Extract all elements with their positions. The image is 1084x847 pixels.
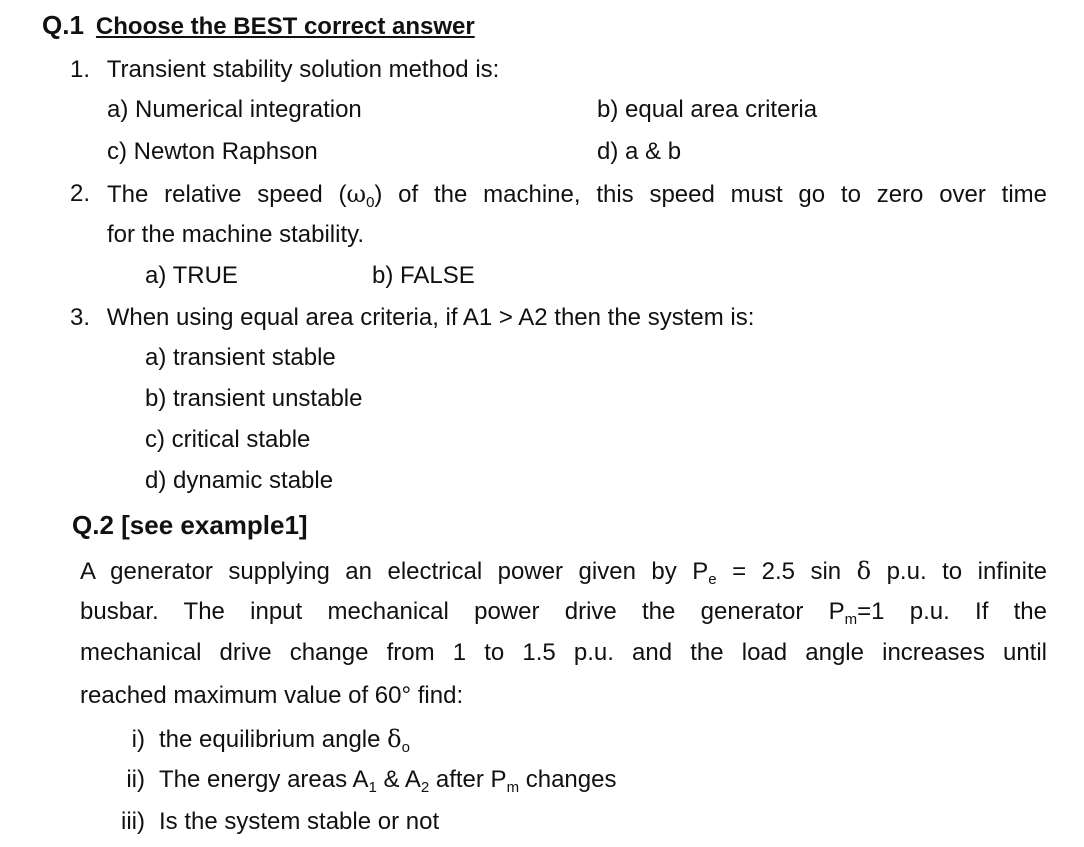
q2-line1-part-b: = 2.5 sin: [716, 558, 857, 585]
question-3-number: 3.: [70, 304, 91, 331]
delta-symbol: δ: [856, 557, 872, 585]
a1-subscript: 1: [368, 779, 377, 796]
q2-line2-part-a: busbar. The input mechanical power drive the generator P: [80, 598, 845, 625]
q2-item-ii-text-d: changes: [519, 766, 617, 793]
q2-item-ii-label: ii): [126, 766, 145, 793]
q2-option-a: a) TRUE: [145, 262, 238, 289]
question-1: [70, 58, 499, 82]
q1-number: Q.1: [42, 10, 84, 40]
q3-option-c: c) critical stable: [145, 426, 311, 453]
delta-o-symbol: δ: [387, 725, 402, 753]
q2-item-ii-text-b: & A: [376, 766, 421, 793]
q1-option-a: a) Numerical integration: [107, 96, 362, 123]
q1-option-c: c) Newton Raphson: [107, 138, 318, 165]
q2-option-b: b) FALSE: [372, 262, 475, 289]
q2-line1-part-a: A generator supplying an electrical power given by P: [80, 558, 709, 585]
q2-paragraph-line1: [80, 557, 1047, 588]
question-3-text: When using equal area criteria, if A1 > A2 then the system is:: [106, 304, 755, 331]
q2-item-i: [105, 725, 410, 756]
q3-option-d: d) dynamic stable: [145, 467, 334, 494]
pe-subscript: e: [708, 571, 717, 588]
q2-item-ii-text-c: after P: [429, 766, 507, 793]
q1-instruction: Choose the BEST correct answer: [95, 13, 475, 40]
question-3: [70, 306, 754, 330]
omega-subscript: 0: [366, 194, 375, 211]
q1-option-d: d) a & b: [597, 138, 682, 165]
question-2-text-line1: [107, 180, 1048, 211]
question-2-number: 2.: [70, 180, 91, 207]
question-2-text-part-a: The relative speed (: [107, 181, 347, 208]
q2-item-iii-label: iii): [121, 808, 145, 835]
a2-subscript: 2: [420, 779, 430, 796]
pm-subscript: m: [844, 611, 858, 628]
q2-paragraph-line3: mechanical drive change from 1 to 1.5 p.u. and the load angle increases until: [80, 639, 1047, 666]
question-2-text-line2: for the machine stability.: [107, 221, 365, 248]
q2-paragraph-line4: reached maximum value of 60° find:: [80, 682, 464, 709]
q2-item-iii-text: Is the system stable or not: [159, 808, 440, 835]
question-1-number: 1.: [70, 56, 91, 83]
q1-option-b: b) equal area criteria: [597, 96, 818, 123]
q3-option-b: b) transient unstable: [145, 385, 363, 412]
q2-heading: Q.2 [see example1]: [72, 510, 308, 540]
pm-item-subscript: m: [506, 779, 520, 796]
q1-heading: [42, 12, 475, 39]
omega-symbol: ω: [346, 180, 367, 208]
q2-item-i-label: i): [131, 726, 145, 753]
question-2-text-part-b: ) of the machine, this speed must go to zero over time: [374, 181, 1048, 208]
q2-line2-part-b: =1 p.u. If the: [857, 598, 1047, 625]
q3-option-a: a) transient stable: [145, 344, 336, 371]
question-1-text: Transient stability solution method is:: [106, 56, 500, 83]
q2-item-iii: [105, 810, 439, 834]
q2-line1-part-c: p.u. to infinite: [871, 558, 1047, 585]
q2-item-ii-text-a: The energy areas A: [159, 766, 369, 793]
delta-o-subscript: o: [401, 739, 410, 756]
q2-paragraph-line2: [80, 598, 1047, 628]
q2-item-i-text: the equilibrium angle: [159, 726, 388, 753]
q2-item-ii: [105, 766, 617, 796]
